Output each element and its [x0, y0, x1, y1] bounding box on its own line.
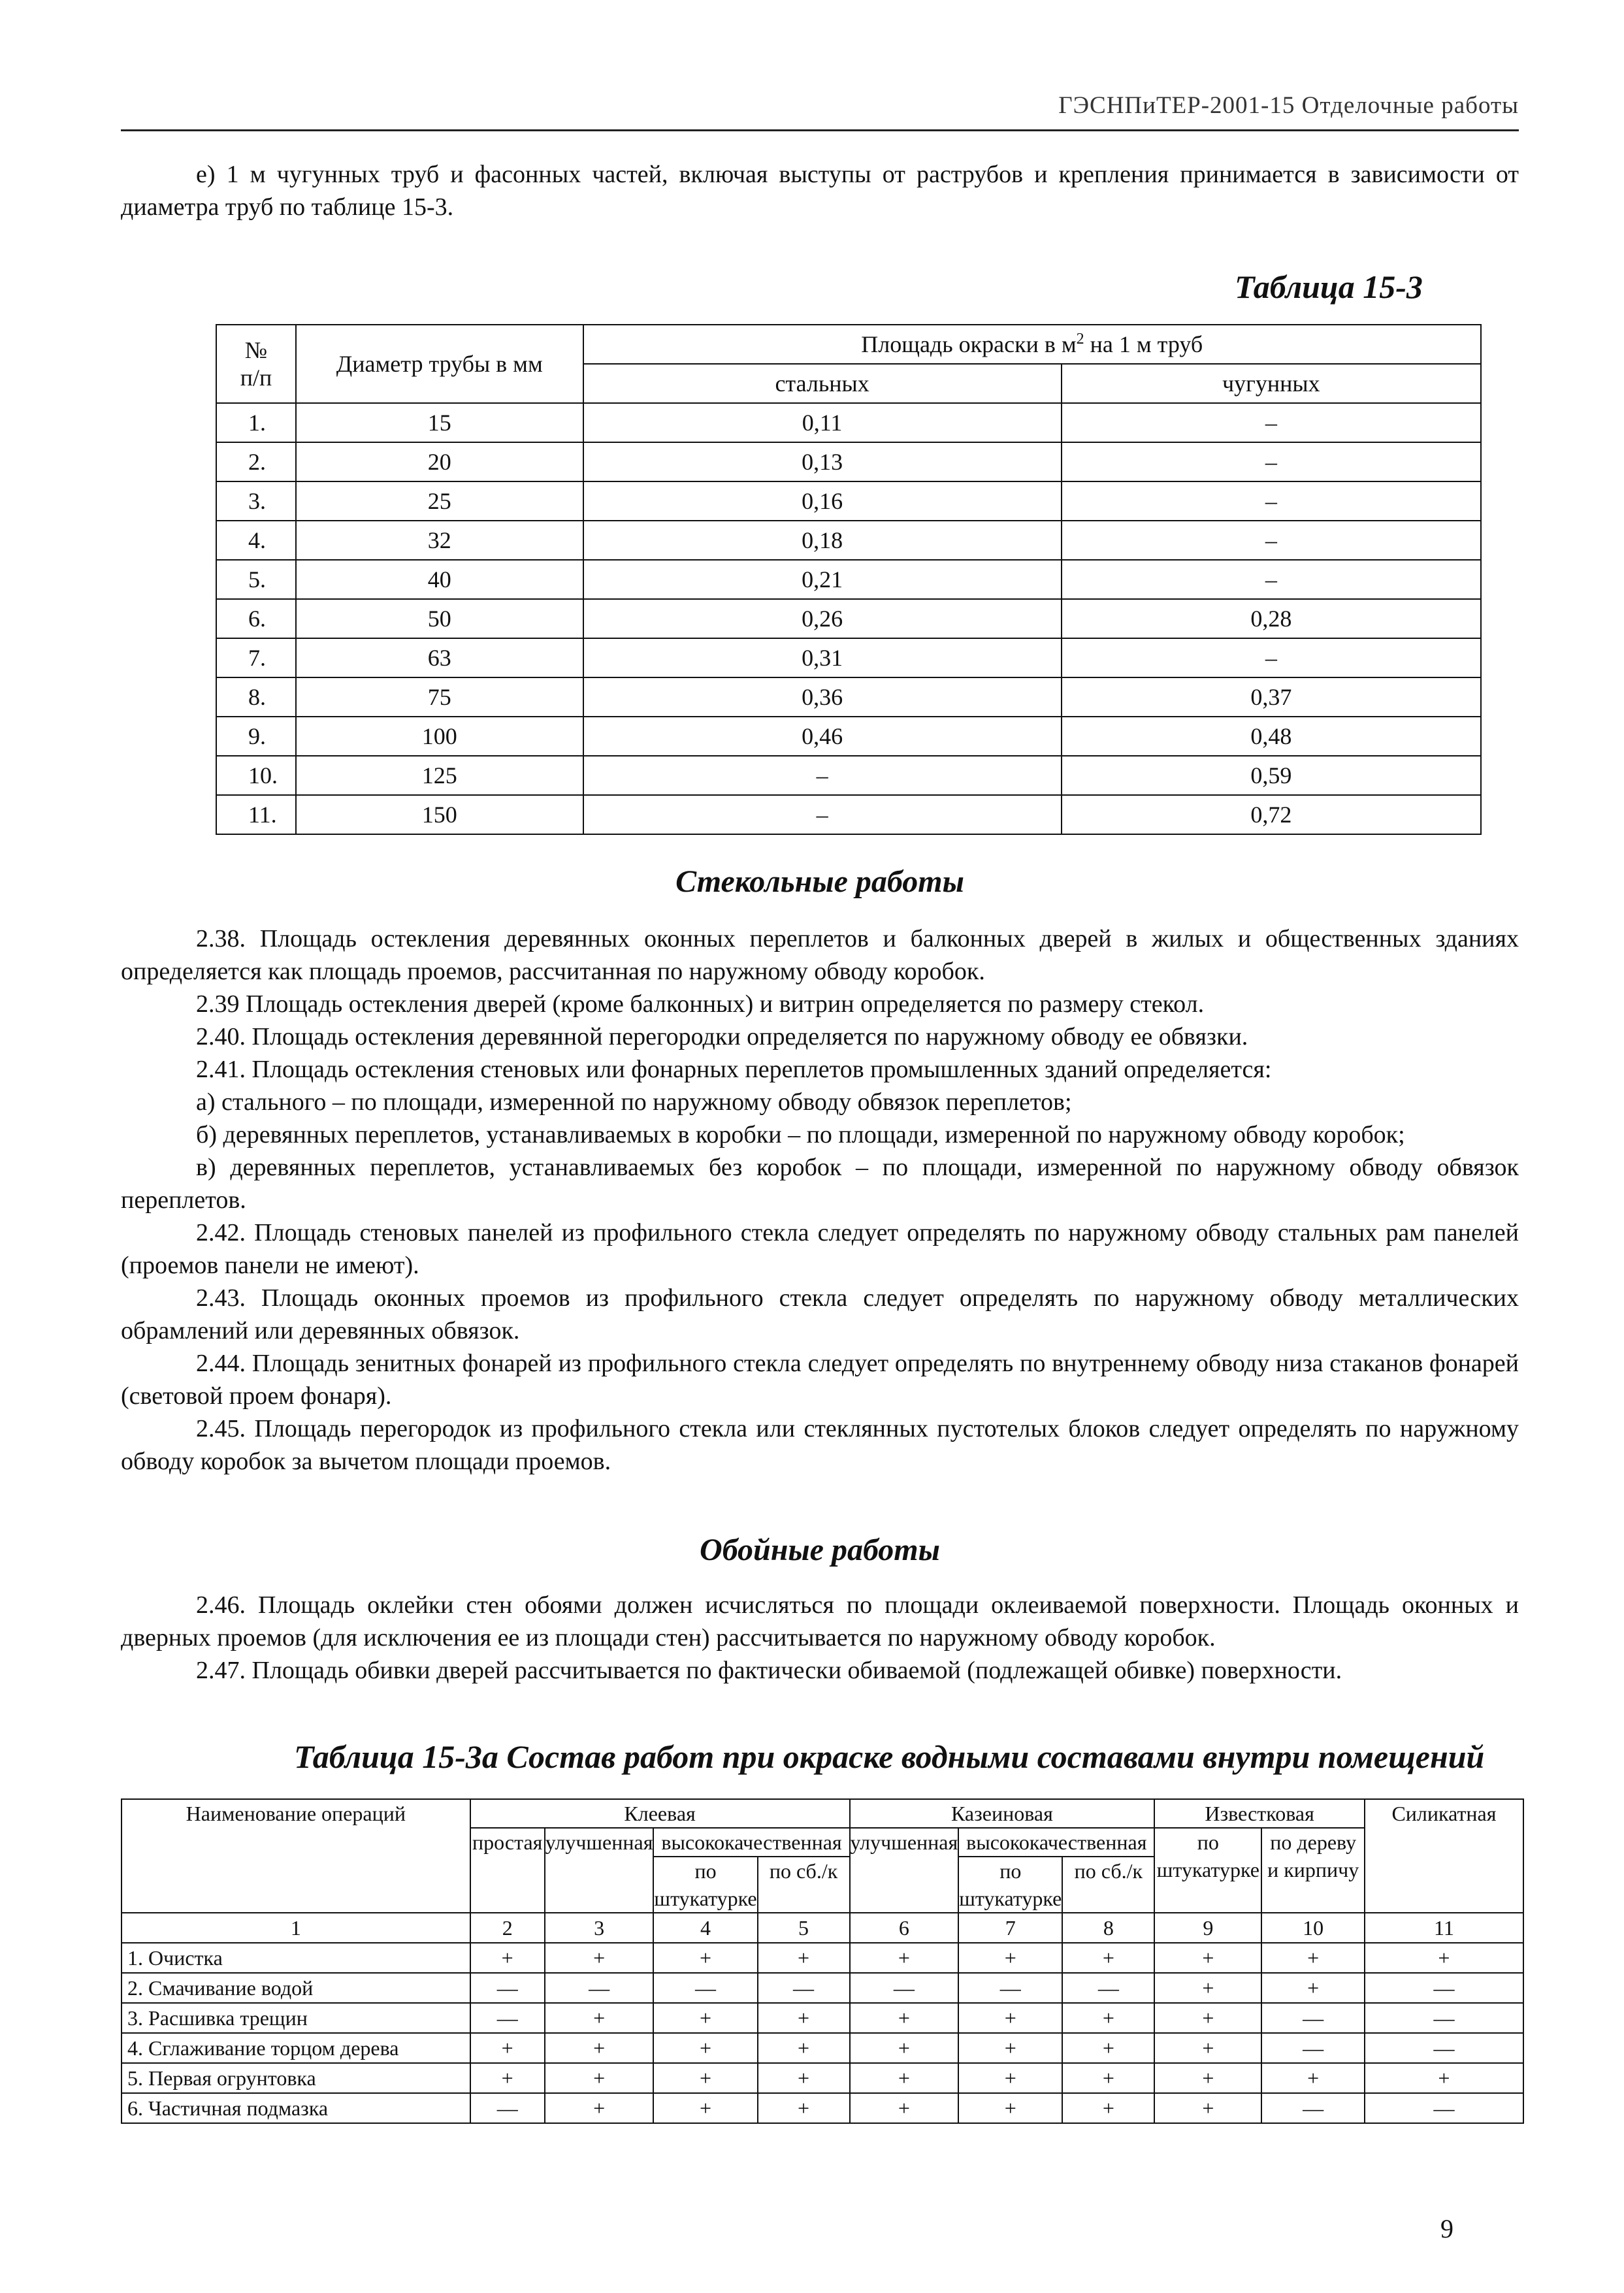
col-header-casein-by-plaster: по штукатурке [958, 1857, 1062, 1913]
page-header [121, 91, 1519, 131]
table-row: 10. 125 – 0,59 [216, 756, 1481, 795]
paragraph: 2.41. Площадь остекления стеновых или фонарных переплетов промышленных зданий определяется: [196, 1056, 1272, 1083]
paragraph: 2.40. Площадь остекления деревянной перегородки определяется по наружному обводу ее обвязки. [196, 1023, 1248, 1050]
table-row: 1. Очистка + + + + + + + + + + [122, 1943, 1523, 1973]
col-header-high-quality: высококачественная [653, 1828, 849, 1857]
col-header-by-drywall: по сб./к [758, 1857, 850, 1913]
table-row: 1. 15 0,11 – [216, 403, 1481, 442]
table-15-3a [121, 1798, 1524, 2124]
paragraph: б) деревянных переплетов, устанавливаемых в коробки – по площади, измеренной по наружному обводу коробок; [196, 1121, 1405, 1148]
paragraph: 2.46. Площадь оклейки стен обоями должен исчисляться по площади оклеиваемой поверхности. Площадь оконных и дверных проемов (для исключения ее из площади стен) рассчитывается по наружному обводу коробок. [121, 1591, 1519, 1651]
glass-paragraphs [121, 922, 1519, 1478]
col-header-casein-by-drywall: по сб./к [1062, 1857, 1154, 1913]
col-header-casein-high-quality: высококачественная [958, 1828, 1154, 1857]
col-header-diameter: Диаметр трубы в мм [296, 325, 583, 403]
table-row: 6. Частичная подмазка — + + + + + + + — — [122, 2093, 1523, 2123]
col-header-lime-plaster: по штукатурке [1154, 1828, 1261, 1913]
table-row: 6. 50 0,26 0,28 [216, 599, 1481, 638]
table-row: 11. 150 – 0,72 [216, 795, 1481, 834]
col-header-silicate: Силикатная [1365, 1799, 1523, 1913]
col-header-simple: простая [470, 1828, 545, 1913]
paragraph: 2.38. Площадь остекления деревянных оконных переплетов и балконных дверей в жилых и общественных зданиях определяется как площадь проемов, рассчитанная по наружному обводу коробок. [121, 925, 1519, 985]
col-header-improved: улучшенная [545, 1828, 654, 1913]
col-header-casein: Казеиновая [850, 1799, 1155, 1828]
table-row: 9. 100 0,46 0,48 [216, 717, 1481, 756]
table-row: 7. 63 0,31 – [216, 638, 1481, 677]
col-header-cast-iron: чугунных [1062, 364, 1481, 403]
intro-paragraph: е) 1 м чугунных труб и фасонных частей, включая выступы от раструбов и крепления принимается в зависимости от диаметра труб по таблице 15-3. [121, 161, 1519, 221]
table-15-3a-caption: Таблица 15-3а Состав работ при окраске водными составами внутри помещений [294, 1738, 1485, 1775]
table-row: 5. Первая огрунтовка + + + + + + + + + + [122, 2063, 1523, 2093]
wallpaper-paragraphs [121, 1589, 1519, 1687]
running-title: ГЭСНПиТЕР-2001-15 Отделочные работы [1058, 92, 1519, 119]
table-row: 8. 75 0,36 0,37 [216, 677, 1481, 717]
page-number: 9 [1440, 2214, 1453, 2243]
paragraph: 2.45. Площадь перегородок из профильного стекла или стеклянных пустотелых блоков следует определять по наружному обводу коробок за вычетом площади проемов. [121, 1415, 1519, 1475]
col-header-by-plaster: по штукатурке [653, 1857, 757, 1913]
table-15-3 [216, 324, 1482, 835]
column-number-row: 1 2 3 4 5 6 7 8 9 10 11 [122, 1913, 1523, 1943]
col-header-casein-improved: улучшенная [850, 1828, 959, 1913]
table-row: 3. 25 0,16 – [216, 481, 1481, 521]
col-header-operation: Наименование операций [122, 1799, 470, 1913]
table-row: 3. Расшивка трещин — + + + + + + + — — [122, 2003, 1523, 2033]
col-header-area: Площадь окраски в $м^2$ на 1 м труб [583, 325, 1481, 364]
section-title-glass: Стекольные работы [675, 864, 964, 899]
col-header-number: № п/п [216, 325, 296, 403]
table-row: 5. 40 0,21 – [216, 560, 1481, 599]
table-row: 2. Смачивание водой — — — — — — — + + — [122, 1973, 1523, 2003]
table-row: 4. 32 0,18 – [216, 521, 1481, 560]
col-header-lime: Известковая [1154, 1799, 1365, 1828]
table-row: 2. 20 0,13 – [216, 442, 1481, 481]
section-title-wallpaper: Обойные работы [700, 1533, 940, 1567]
paragraph: 2.43. Площадь оконных проемов из профильного стекла следует определять по наружному обводу металлических обрамлений или деревянных обвязок. [121, 1284, 1519, 1344]
col-header-lime-wood: по дереву и кирпичу [1261, 1828, 1365, 1913]
paragraph: а) стального – по площади, измеренной по наружному обводу обвязок переплетов; [196, 1088, 1072, 1116]
paragraph: 2.39 Площадь остекления дверей (кроме балконных) и витрин определяется по размеру стекол. [196, 990, 1205, 1018]
col-header-steel: стальных [583, 364, 1062, 403]
table-15-3-caption: Таблица 15-3 [1235, 268, 1423, 305]
col-header-glue: Клеевая [470, 1799, 850, 1828]
paragraph: 2.44. Площадь зенитных фонарей из профильного стекла следует определять по внутреннему обводу низа стаканов фонарей (световой проем фонаря). [121, 1350, 1519, 1410]
paragraph: в) деревянных переплетов, устанавливаемых без коробок – по площади, измеренной по наружному обводу обвязок переплетов. [121, 1154, 1519, 1214]
paragraph: 2.42. Площадь стеновых панелей из профильного стекла следует определять по наружному обводу стальных рам панелей (проемов панели не имеют). [121, 1219, 1519, 1279]
paragraph: 2.47. Площадь обивки дверей рассчитывается по фактически обиваемой (подлежащей обивке) поверхности. [196, 1657, 1342, 1684]
table-row: 4. Сглаживание торцом дерева + + + + + + + + — — [122, 2033, 1523, 2063]
